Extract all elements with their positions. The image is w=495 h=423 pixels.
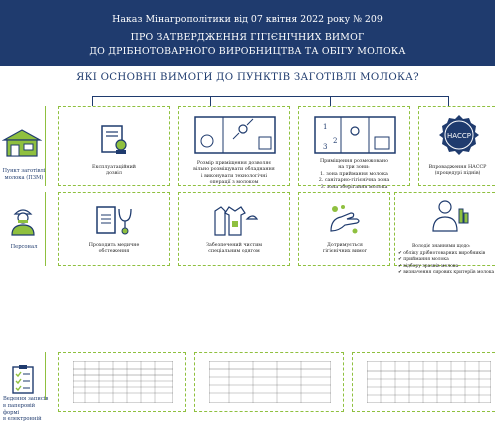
medical-clipboard-icon xyxy=(93,203,133,237)
staff-item-clothing-text: Забезпечений чистим спеціальним одягом xyxy=(206,243,262,255)
connector-v1 xyxy=(92,96,93,106)
zone-number-2: 2 xyxy=(333,137,338,145)
records-form-2 xyxy=(194,352,344,412)
zone-number-1: 1 xyxy=(323,123,328,131)
building-icon xyxy=(2,128,42,158)
knowledge-item: ✔ приймання молока xyxy=(398,257,449,263)
point-item-room-size xyxy=(178,106,290,186)
point-item-haccp xyxy=(418,106,495,186)
record-table-thumbnail xyxy=(367,361,491,403)
order-subject-line2: ДО ДРІБНОТОВАРНОГО ВИРОБНИЦТВА ТА ОБІГУ МОЛОКА xyxy=(89,46,406,57)
point-item-haccp-text: Впровадження НАССР (процедурі піднів) xyxy=(428,165,487,177)
connector-v2 xyxy=(210,96,211,106)
staff-item-hygiene xyxy=(298,192,390,266)
header-banner xyxy=(0,0,495,66)
point-item-zones xyxy=(298,106,410,190)
staff-item-clothing xyxy=(178,192,290,266)
row-label-records: Ведення записів в паперовій формі в електронній xyxy=(3,396,49,423)
knowledge-item: ✔ визначення сирових критеріїв молока xyxy=(398,270,495,276)
workwear-icon xyxy=(211,203,259,237)
staff-item-hygiene-text: Дотримується гігієнічних вимог xyxy=(322,243,368,255)
staff-item-medical xyxy=(58,192,170,266)
row-label-staff: Персонал xyxy=(10,244,38,250)
main-question: ЯКІ ОСНОВНІ ВИМОГИ ДО ПУНКТІВ ЗАГОТІВЛІ МОЛОКА? xyxy=(76,72,419,83)
lab-worker-icon xyxy=(429,197,469,233)
order-subject-line1: ПРО ЗАТВЕРДЖЕННЯ ГІГІЄНІЧНИХ ВИМОГ xyxy=(130,32,365,43)
connector-v4 xyxy=(448,96,449,106)
knowledge-list xyxy=(398,244,495,277)
records-form-3 xyxy=(352,352,495,412)
row-label-point: Пункт заготівлі молока (ПЗМ) xyxy=(2,168,46,181)
room-plan-icon xyxy=(193,115,277,155)
knowledge-item: ✔ обліку дрібнотоварних виробників xyxy=(398,250,486,256)
staff-item-medical-text: Проходить медичне обстеження xyxy=(88,243,140,255)
point-item-permit-text: Експлуатаційний дозвіл xyxy=(91,165,137,177)
zoned-room-icon xyxy=(313,115,397,155)
order-title: Наказ Мінагрополітики від 07 квітня 2022 року № 209 xyxy=(112,14,383,25)
hand-washing-icon xyxy=(325,203,365,237)
haccp-badge-icon xyxy=(437,113,481,157)
point-item-permit xyxy=(58,106,170,186)
worker-icon xyxy=(8,204,38,236)
knowledge-item: ✔ відбору зразків молока xyxy=(398,263,459,269)
knowledge-title: Володіє знаннями щодо: xyxy=(412,244,471,249)
connector-top xyxy=(92,96,448,97)
point-item-room-size-text: Розмір приміщення дозволяє вільно розміщувати обладнання і виконувати технологічні операції з молоком xyxy=(193,161,275,186)
haccp-badge-text: HACCP xyxy=(447,132,471,140)
record-table-thumbnail xyxy=(209,361,331,403)
document-stamp-icon xyxy=(97,123,131,157)
point-item-zones-text: Приміщення розмежовано на три зони: 1. зона приймання молока 2. санітарно-гігієнічна зона 3. зона зберігання молока xyxy=(318,159,390,190)
record-table-thumbnail xyxy=(73,361,173,403)
records-form-1 xyxy=(58,352,186,412)
zone-number-3: 3 xyxy=(323,143,328,151)
connector-v3 xyxy=(330,96,331,106)
side-line-2 xyxy=(45,192,46,266)
